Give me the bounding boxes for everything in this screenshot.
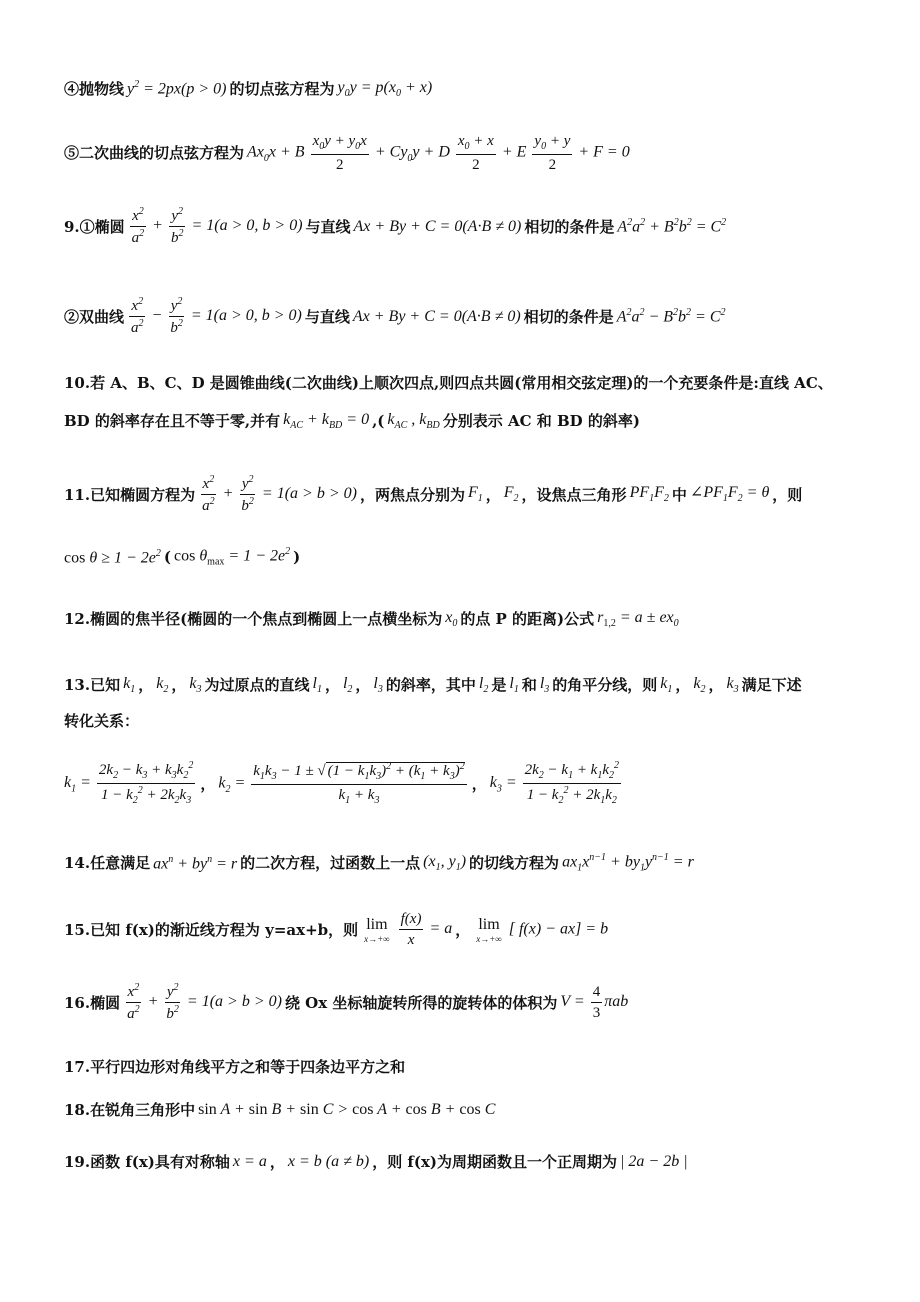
- item-13-and: 和: [521, 676, 537, 695]
- item-14-equation: $ax^n + by^n = r$: [153, 853, 238, 872]
- item-13-line1: [64, 674, 880, 696]
- item-16-ellipse: $\frac{x^2}{a^2}$ + $\frac{y^2}{b^2}$ = 1(a > b > 0): [127, 982, 282, 1022]
- item-13-mid3: 是: [491, 676, 507, 695]
- item-13-k1b: $k_1$: [660, 675, 673, 696]
- item-13-sep-2: ，: [171, 676, 187, 695]
- item-15-label: 15.已知 f(x)的渐近线方程为 y=ax+b，则: [64, 920, 359, 939]
- item-19-mid: ，则 f(x)为周期函数且一个正周期为: [372, 1152, 618, 1171]
- item-19-label: 19.函数 f(x)具有对称轴: [64, 1152, 230, 1171]
- item-11-mid: ，两焦点分别为: [359, 485, 465, 504]
- item-16-volume: V = $\frac{4}{3}$ πab: [560, 984, 629, 1021]
- item-9a-line: Ax + By + C = 0(A·B ≠ 0): [353, 217, 522, 235]
- item-11-mid3: ，设焦点三角形: [521, 485, 627, 504]
- item-11-end: ，则: [772, 485, 803, 504]
- item-13-k3-formula: $k_3$ = $\frac{2k_2 - k_1 + k_1k_2^2}{1 - k_2^2 + 2k_1k_2}$: [489, 760, 620, 806]
- item-12-mid: 的点 P 的距离)公式: [460, 610, 595, 629]
- item-13-line2-text: 转化关系：: [64, 712, 140, 730]
- item-13-sep-3: ，: [324, 676, 340, 695]
- item-13-sep-1: ，: [138, 676, 154, 695]
- item-9a-label: 9.①椭圆: [64, 217, 125, 236]
- item-12-x0: $x_0$: [445, 609, 458, 630]
- item-14-tangent: $ax_1x^{n-1} + by_1y^{n-1} = r$: [562, 852, 694, 874]
- item-11-max: $\cos \theta_{max} = 1 - 2e^2$: [173, 546, 291, 568]
- item-11-mid4: 中: [671, 485, 687, 504]
- item-13-label: 13.已知: [64, 676, 121, 695]
- item-10-line1: [64, 374, 880, 392]
- item-14-mid: 的二次方程，过函数上一点: [240, 854, 421, 873]
- item-13-k2: $k_2$: [156, 675, 169, 696]
- item-13-formulas: [64, 760, 880, 807]
- item-9a-mid: 与直线: [305, 217, 351, 236]
- item-9b-hyperbola: $\frac{x^2}{a^2}$ − $\frac{y^2}{b^2}$ = 1(a > 0, b > 0): [131, 296, 302, 336]
- item-13-k2b: $k_2$: [693, 675, 706, 696]
- item-14-point: ($x_1$, $y_1$): [423, 853, 467, 874]
- item-5-label: ⑤二次曲线的切点弦方程为: [64, 144, 245, 162]
- item-13-l3: $l_3$: [373, 675, 383, 696]
- item-16: [64, 982, 880, 1023]
- item-19-sep: ，: [269, 1152, 285, 1171]
- item-18-inequality: sin A + sin B + sin C > cos A + cos B + cos C: [198, 1101, 496, 1118]
- item-10-text2b: ,(: [372, 412, 385, 431]
- item-11-label: 11.已知椭圆方程为: [64, 485, 196, 504]
- item-9b-label: ②双曲线: [64, 307, 125, 326]
- item-9a-ellipse: $\frac{x^2}{a^2}$ + $\frac{y^2}{b^2}$ = 1(a > 0, b > 0): [131, 206, 303, 246]
- item-10-text1: 10.若 A、B、C、D 是圆锥曲线(二次曲线)上顺次四点,则四点共圆(常用相交弦定理)的一个充要条件是:直线 AC、: [64, 374, 833, 392]
- item-13-k1-formula: $k_1$ = $\frac{2k_2 - k_3 + k_3k_2^2}{1 - k_2^2 + 2k_2k_3}$: [64, 760, 194, 806]
- item-13-mid: 为过原点的直线: [204, 676, 310, 695]
- item-15-sep: ，: [455, 920, 471, 939]
- item-13-l2b: $l_2$: [478, 675, 489, 696]
- item-11-line1: [64, 474, 880, 515]
- item-11-inequality: $\cos \theta \ge 1 - 2e^2$: [64, 547, 161, 566]
- item-13-l3b: $l_3$: [539, 675, 550, 696]
- item-10-formula: $k_{AC} + k_{BD} = 0$: [283, 411, 370, 432]
- item-13-l1b: $l_1$: [509, 675, 519, 696]
- item-15-limit2: lim x→+∞ [ f(x) − ax] = b: [476, 915, 609, 944]
- item-4: [64, 78, 880, 100]
- item-13-mid4: 的角平分线，则: [552, 676, 658, 695]
- item-13-l1: $l_1$: [312, 675, 322, 696]
- item-10-slopes: $k_{AC}$ , $k_{BD}$: [387, 411, 440, 432]
- item-9b-line: Ax + By + C = 0(A·B ≠ 0): [352, 307, 521, 325]
- item-9a-mid2: 相切的条件是: [524, 217, 615, 236]
- item-13-k3: $k_3$: [189, 675, 202, 696]
- item-12: [64, 608, 880, 630]
- item-9b-condition: $A^2a^2 - B^2b^2 = C^2$: [616, 306, 726, 326]
- item-9a: [64, 206, 880, 247]
- item-11-ellipse: $\frac{x^2}{a^2}$ + $\frac{y^2}{b^2}$ = 1(a > b > 0): [202, 474, 357, 514]
- item-9a-condition: $A^2a^2 + B^2b^2 = C^2$: [617, 216, 727, 236]
- item-16-mid: 绕 Ox 坐标轴旋转所得的旋转体的体积为: [284, 993, 558, 1012]
- item-14-label: 14.任意满足: [64, 854, 151, 873]
- item-13-k2-formula: $k_2$ = $\frac{k_1k_3 - 1 \pm √ (1 - k_1k_3)^2 + (k_1 + k_3)^2}{k_1 + k_3}$: [218, 760, 465, 806]
- item-13-sep-6: ，: [708, 676, 724, 695]
- item-4-result: $y_0y = p(x_0 + x)$: [337, 79, 433, 100]
- item-14: [64, 852, 880, 875]
- item-13-k1: $k_1$: [123, 675, 136, 696]
- item-11-paren-close: ): [293, 548, 301, 567]
- item-17-label: 17.平行四边形对角线平方之和等于四条边平方之和: [64, 1058, 406, 1076]
- item-10-text2c: 分别表示 AC 和 BD 的斜率): [442, 412, 640, 431]
- item-18-label: 18.在锐角三角形中: [64, 1100, 196, 1119]
- item-11-paren-open: (: [163, 548, 171, 567]
- item-10-line2: [64, 410, 880, 432]
- item-9b: [64, 296, 880, 337]
- item-11-triangle: $PF_1F_2$: [629, 484, 669, 505]
- item-5: [64, 132, 880, 174]
- item-19-axis1: x = a: [232, 1153, 267, 1170]
- item-16-label: 16.椭圆: [64, 993, 121, 1012]
- item-11-angle: $\angle PF_1F_2 = \theta$: [689, 484, 770, 505]
- item-12-formula: $r_{1,2} = a \pm ex_0$: [597, 609, 679, 630]
- item-13-sep-4: ，: [355, 676, 371, 695]
- item-19-axis2: x = b (a ≠ b): [287, 1153, 370, 1170]
- item-19-period: | 2a − 2b |: [620, 1153, 688, 1170]
- item-19: [64, 1152, 880, 1171]
- item-17: [64, 1058, 880, 1076]
- item-15: [64, 910, 880, 949]
- item-4-formula: $y^2 = 2px(p > 0)$: [127, 79, 227, 98]
- item-9b-mid2: 相切的条件是: [523, 307, 614, 326]
- item-4-label: ④抛物线: [64, 80, 125, 99]
- item-18: [64, 1100, 880, 1119]
- item-13-mid2: 的斜率，其中: [385, 676, 476, 695]
- item-11-mid2: ，: [485, 485, 501, 504]
- item-12-label: 12.椭圆的焦半径(椭圆的一个焦点到椭圆上一点横坐标为: [64, 610, 443, 629]
- item-14-mid2: 的切线方程为: [469, 854, 560, 873]
- item-13-l2: $l_2$: [342, 675, 353, 696]
- item-13-sep-5: ，: [675, 676, 691, 695]
- item-9b-mid: 与直线: [304, 307, 350, 326]
- item-11-f1: $F_1$: [467, 484, 483, 505]
- item-13-line2: [64, 712, 880, 730]
- item-4-mid: 的切点弦方程为: [229, 80, 335, 99]
- item-11-f2: $F_2$: [503, 484, 519, 505]
- item-13-sep-7: ，: [200, 774, 216, 793]
- item-13-sep-8: ，: [471, 774, 487, 793]
- item-13-end: 满足下述: [741, 676, 802, 695]
- item-11-line2: [64, 546, 880, 569]
- item-13-k3b: $k_3$: [726, 675, 739, 696]
- item-5-formula: $Ax_0x + B$ $\frac{x_0y + y_0x}{2}$ + $Cy_0y + D$ $\frac{x_0 + x}{2}$ + E $\frac{y_0 + y}{2}$ + F = 0: [247, 133, 630, 173]
- item-15-limit1: lim x→+∞ $\frac{f(x)}{x}$ = a: [364, 911, 453, 948]
- item-10-text2a: BD 的斜率存在且不等于零,并有: [64, 412, 281, 431]
